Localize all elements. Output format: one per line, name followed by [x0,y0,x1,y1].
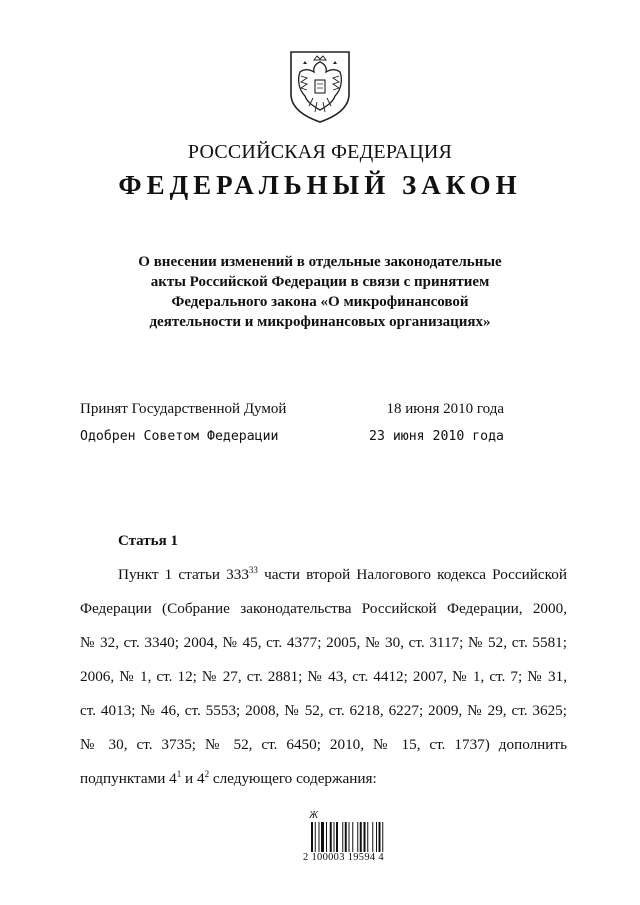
adoption-label: Одобрен Советом Федерации [80,429,279,444]
barcode-number: 2 100003 19594 4 [303,852,384,863]
law-title-line: акты Российской Федерации в связи с принятием [150,274,490,290]
article-text-line: ст. 4013; № 46, ст. 5553; 2008, № 52, ст. 6218, 6227; 2009, № 29, ст. 3625; [80,702,567,719]
article-text-line: подпунктами $4^1$ и $4^2$ следующего содержания: [80,769,377,787]
article-text-line: № 30, ст. 3735; № 52, ст. 6450; 2010, № 15, ст. 1737) дополнить [80,736,567,753]
law-title-line: О внесении изменений в отдельные законодательные [138,254,502,270]
document-type: ФЕДЕРАЛЬНЫЙ ЗАКОН [118,170,522,200]
article-text-line: Федерации (Собрание законодательства Российской Федерации, 2000, [80,600,567,617]
article-text-line: Пункт 1 статьи $333^{33}$ части второй Налогового кодекса Российской [118,565,567,583]
adoption-label: Принят Государственной Думой [80,401,287,417]
country-name: РОССИЙСКАЯ ФЕДЕРАЦИЯ [187,141,453,163]
article-heading: Статья 1 [118,533,178,549]
article-text-line: 2006, № 1, ст. 12; № 27, ст. 2881; № 43, ст. 4412; 2007, № 1, ст. 7; № 31, [80,668,567,685]
law-title-line: Федерального закона «О микрофинансовой [171,294,469,310]
law-title [0,252,640,332]
law-title-line: деятельности и микрофинансовых организациях» [149,314,491,330]
coat-of-arms-icon [287,50,353,124]
adoption-date: 18 июня 2010 года [386,401,504,417]
article-text-line: № 32, ст. 3340; 2004, № 45, ст. 4377; 2005, № 30, ст. 3117; № 52, ст. 5581; [80,634,567,651]
barcode-mark: Ж [309,810,319,821]
barcode [303,812,423,864]
adoption-date: 23 июня 2010 года [369,429,504,444]
barcode-icon [311,822,403,852]
